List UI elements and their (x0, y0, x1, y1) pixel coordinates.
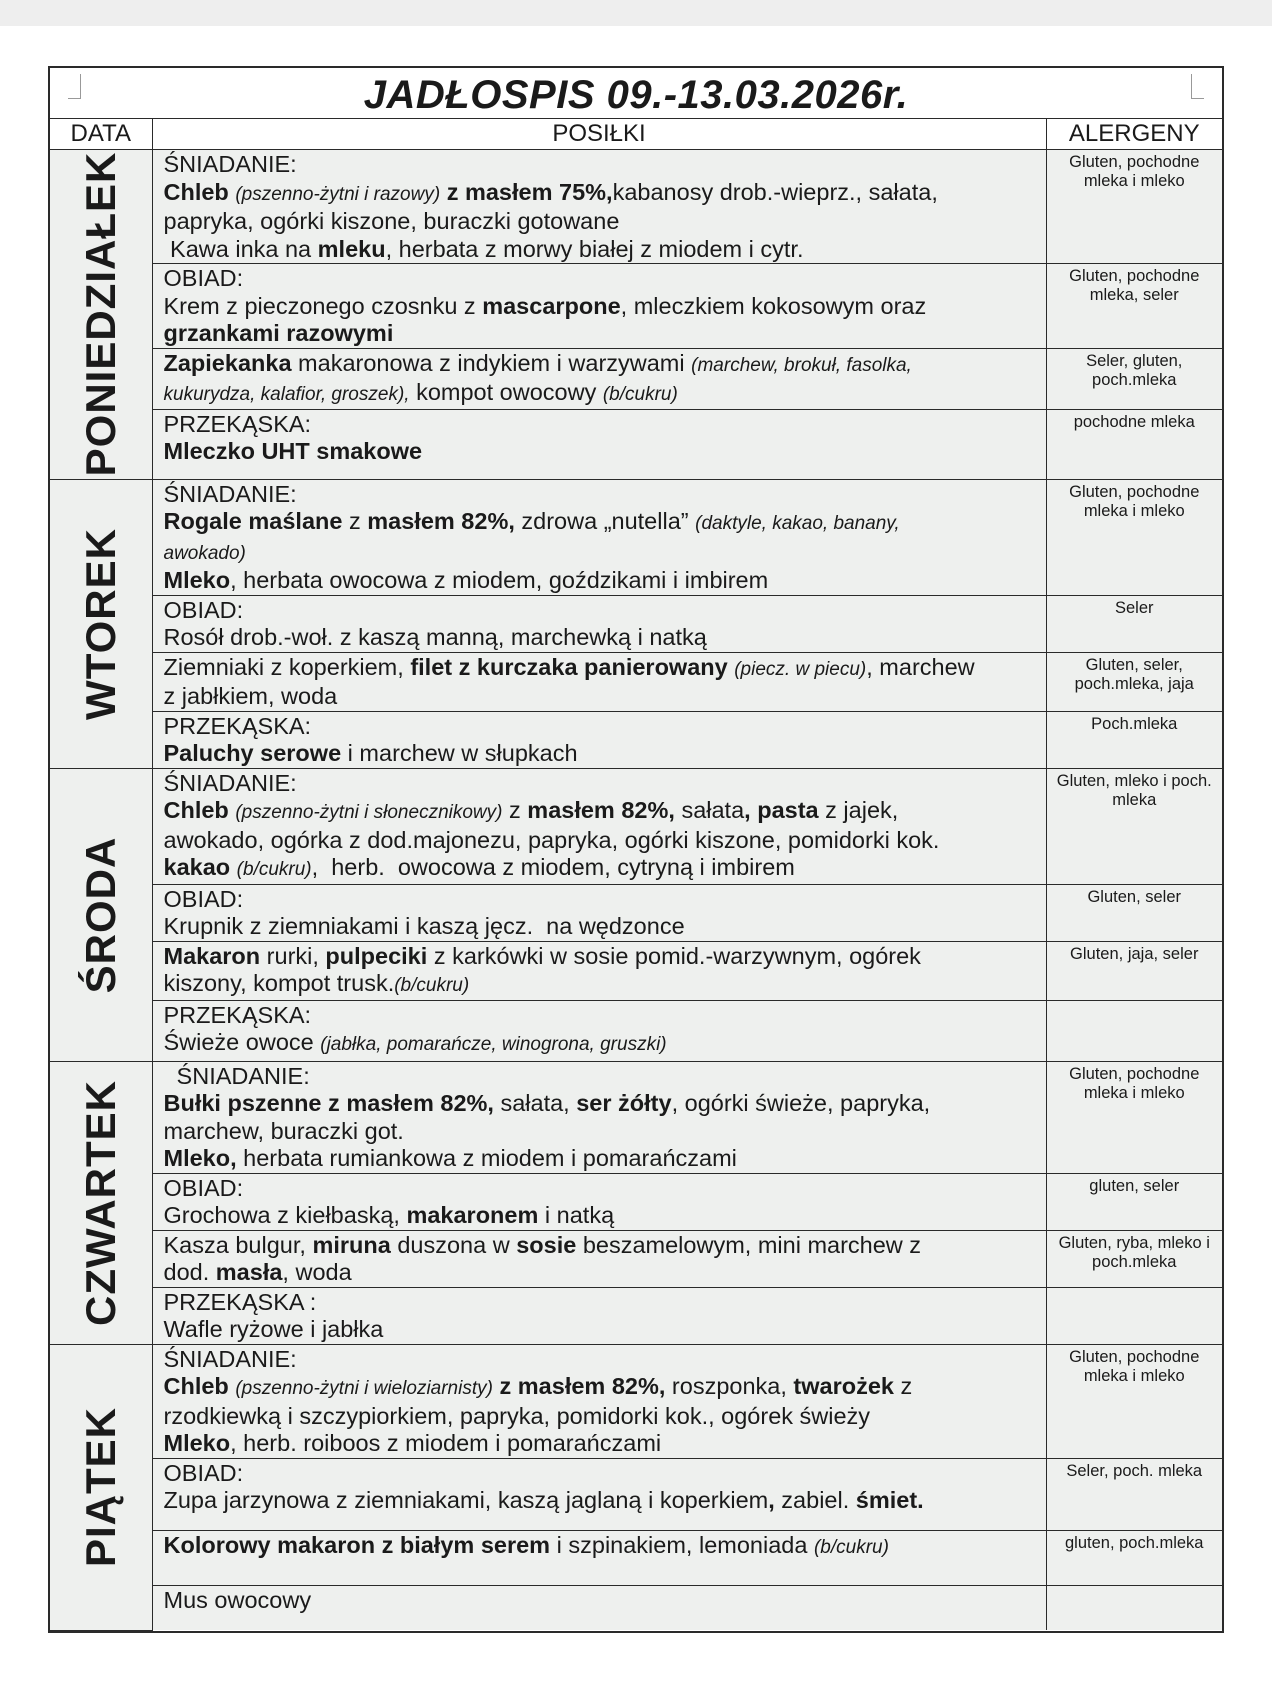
meal-text-note: (pszenno-żytni i słonecznikowy) (235, 802, 503, 823)
meal-text: roszponka, (665, 1373, 794, 1399)
meal-line (164, 320, 1036, 348)
meal-line (164, 1063, 1036, 1091)
meal-text: duszona w (390, 1231, 517, 1258)
meal-text: papryka, ogórki kiszone, buraczki gotowane (163, 208, 620, 234)
meal-cell (152, 595, 1046, 652)
meal-text-bold: pulpeciki (325, 942, 428, 969)
meal-text-note: awokado) (163, 542, 246, 564)
meal-text: Wafle ryżowe i jabłka (163, 1316, 384, 1342)
meal-text-note: (pszenno-żytni i wieloziarnisty) (235, 1378, 493, 1399)
meal-cell (152, 1530, 1046, 1585)
meal-line (164, 151, 1036, 179)
meal-line (164, 913, 1036, 941)
meal-text-bold: Chleb (163, 797, 229, 823)
meal-cell (152, 348, 1046, 409)
meal-text: OBIAD: (163, 265, 244, 291)
allergen-cell: Seler, gluten, poch.mleka (1046, 348, 1222, 409)
meal-line (164, 1029, 1036, 1059)
meal-text-note: (daktyle, kakao, banany, (695, 513, 900, 534)
allergen-cell: gluten, poch.mleka (1046, 1530, 1222, 1585)
meal-row (50, 1173, 1222, 1230)
meal-text-bold: grzankami razowymi (163, 320, 394, 346)
meal-text: beszamelowym, mini marchew z (576, 1231, 922, 1258)
meal-line (164, 179, 1036, 209)
day-label: PIĄTEK (76, 1406, 124, 1568)
meal-row (50, 348, 1222, 409)
meal-text: i marchew w słupkach (341, 740, 578, 766)
meal-line (164, 1346, 1036, 1374)
meal-text: z (342, 508, 368, 534)
meal-text: , herb. owocowa z miodem, cytryną i imbirem (311, 854, 795, 880)
meal-line (164, 508, 1036, 538)
meal-text-bold: Chleb (163, 178, 229, 205)
meal-text: makaronowa z indykiem i warzywami (291, 349, 692, 376)
meal-text-bold: Mleko (163, 1430, 231, 1456)
meal-cell (152, 1344, 1046, 1458)
menu-title (50, 68, 1222, 119)
allergen-cell: Gluten, pochodne mleka, seler (1046, 264, 1222, 349)
meal-line (164, 1118, 1036, 1146)
meal-text: OBIAD: (163, 1174, 244, 1201)
meal-row (50, 1585, 1222, 1630)
meal-line (164, 1202, 1036, 1230)
meal-text-bold: Zapiekanka (163, 349, 292, 376)
header-date: DATA (50, 119, 152, 150)
meal-line (164, 770, 1036, 798)
day-cell-czwartek (50, 1061, 152, 1344)
meal-line (164, 1002, 1036, 1030)
meal-text: rurki, (260, 942, 326, 969)
allergen-cell (1046, 1287, 1222, 1344)
meal-line (164, 654, 1036, 684)
meal-row (50, 1287, 1222, 1344)
meal-line (164, 411, 1036, 439)
meal-text: kiszony, kompot trusk. (163, 970, 395, 996)
meal-text-note: (piecz. w piecu) (734, 658, 867, 680)
meal-text-bold: śmiet. (855, 1487, 924, 1513)
meal-text: kabanosy drob.-wieprz., sałata, (612, 178, 938, 205)
meal-text: z karkówki w sosie pomid.-warzywnym, ogórek (427, 942, 921, 969)
menu-table (50, 119, 1222, 1631)
corner-mark-right (1191, 74, 1204, 99)
meal-text-bold: Mleczko UHT smakowe (163, 438, 423, 464)
meal-text: marchew, buraczki got. (163, 1117, 404, 1144)
allergen-cell: gluten, seler (1046, 1173, 1222, 1230)
meal-text-bold: makaronem (406, 1202, 539, 1228)
meal-text: kompot owocowy (409, 379, 603, 405)
meal-text: PRZEKĄSKA : (163, 1288, 317, 1315)
meal-text: OBIAD: (163, 1459, 244, 1486)
meal-line (164, 1587, 1036, 1615)
meal-text-bold: , pasta (744, 797, 819, 823)
meal-text: sałata (674, 797, 745, 823)
top-bar (0, 0, 1272, 26)
meal-cell (152, 1061, 1046, 1173)
header-row (50, 119, 1222, 150)
meal-row (50, 1061, 1222, 1173)
meal-text-note: (b/cukru) (602, 384, 678, 405)
meal-line (164, 827, 1036, 855)
meal-line (164, 886, 1036, 914)
meal-row (50, 711, 1222, 768)
meal-text-bold: Kolorowy makaron z białym serem (163, 1531, 551, 1558)
meal-text: , herb. roiboos z miodem i pomarańczami (230, 1430, 662, 1456)
day-cell-poniedzialek (50, 150, 152, 480)
meal-text-bold: Rogale maślane (163, 508, 343, 534)
meal-text: Ziemniaki z koperkiem, (163, 653, 411, 680)
meal-cell (152, 409, 1046, 479)
header-allergens: ALERGENY (1046, 119, 1222, 150)
meal-line (164, 1175, 1036, 1203)
meal-text: , herbata z morwy białej z miodem i cytr. (385, 235, 804, 262)
meal-line (164, 293, 1036, 321)
meal-row (50, 1000, 1222, 1061)
meal-text: Zupa jarzynowa z ziemniakami, kaszą jaglaną i koperkiem (163, 1487, 769, 1513)
meal-line (164, 854, 1036, 884)
meal-line (164, 1232, 1036, 1260)
meal-row (50, 264, 1222, 349)
meal-text: PRZEKĄSKA: (163, 410, 312, 437)
meal-text: z jajek, (818, 797, 899, 823)
meal-text-bold: twarożek (793, 1373, 894, 1399)
meal-text: zdrowa „nutella” (514, 508, 696, 534)
meal-text: z (894, 1373, 913, 1399)
meal-text: OBIAD: (163, 596, 244, 623)
meal-text-bold: mascarpone (482, 292, 621, 319)
meal-text: Grochowa z kiełbaską, (163, 1202, 407, 1228)
allergen-cell: Gluten, pochodne mleka i mleko (1046, 1061, 1222, 1173)
meal-line (164, 1289, 1036, 1317)
meal-line (164, 208, 1036, 236)
meal-text: Mus owocowy (163, 1586, 312, 1613)
meal-line (164, 1145, 1036, 1173)
meal-text: i szpinakiem, lemoniada (550, 1531, 814, 1558)
meal-line (164, 1403, 1036, 1431)
meal-line (164, 1316, 1036, 1344)
meal-line (164, 1090, 1036, 1118)
meal-text: , mleczkiem kokosowym oraz (620, 292, 927, 319)
meal-text: Rosół drob.-woł. z kaszą manną, marchewką i natką (163, 624, 707, 650)
meal-text-bold: ser żółty (576, 1090, 672, 1116)
meal-text-bold: masła (215, 1259, 283, 1285)
meal-row (50, 409, 1222, 479)
meal-line (164, 236, 1036, 264)
meal-line (164, 1373, 1036, 1403)
meal-text: ŚNIADANIE: (163, 769, 297, 796)
meal-line (164, 1259, 1036, 1287)
allergen-cell: Seler (1046, 595, 1222, 652)
meal-text: herbata rumiankowa z miodem i pomarańczami (236, 1145, 737, 1171)
allergen-cell (1046, 1000, 1222, 1061)
meal-text-bold: Chleb (163, 1373, 229, 1399)
meal-line (164, 713, 1036, 741)
meal-line (164, 567, 1036, 595)
meal-text-bold: , (768, 1487, 775, 1513)
meal-text-bold: z masłem 82%, (499, 1373, 666, 1399)
allergen-cell: Gluten, seler, poch.mleka, jaja (1046, 652, 1222, 711)
meal-text-bold: kakao (163, 854, 231, 880)
meal-text: PRZEKĄSKA: (163, 1001, 312, 1028)
meal-text: awokado, ogórka z dod.majonezu, papryka, ogórki kiszone, pomidorki kok. (163, 826, 940, 853)
meal-text-note: (b/cukru) (236, 859, 312, 880)
meal-text: ŚNIADANIE: (163, 151, 297, 177)
meal-row (50, 1230, 1222, 1287)
meal-row (50, 941, 1222, 1000)
meal-line (164, 683, 1036, 711)
day-label: PONIEDZIAŁEK (76, 151, 124, 477)
meal-cell (152, 768, 1046, 884)
meal-text: , herbata owocowa z miodem, goździkami i imbirem (230, 567, 769, 593)
menu-title-text: JADŁOSPIS 09.-13.03.2026r. (363, 73, 909, 117)
meal-cell (152, 479, 1046, 595)
meal-cell (152, 1458, 1046, 1530)
meal-line (164, 1460, 1036, 1488)
meal-text-bold: Paluchy serowe (163, 740, 342, 766)
meal-row (50, 595, 1222, 652)
meal-row (50, 884, 1222, 941)
meal-text: zabiel. (774, 1487, 856, 1513)
meal-cell (152, 652, 1046, 711)
meal-cell (152, 1585, 1046, 1630)
meal-line (164, 350, 1036, 380)
meal-text-bold: z masłem 75%, (446, 178, 613, 205)
meal-row (50, 1458, 1222, 1530)
meal-text: PRZEKĄSKA: (163, 712, 312, 739)
allergen-cell: Gluten, jaja, seler (1046, 941, 1222, 1000)
meal-line (164, 538, 1036, 568)
meal-row (50, 150, 1222, 264)
meal-cell (152, 1287, 1046, 1344)
meal-text-bold: miruna (312, 1231, 391, 1258)
meal-line (164, 797, 1036, 827)
meal-text: ŚNIADANIE: (163, 480, 297, 507)
meal-text: Kawa inka na (163, 235, 318, 262)
meal-text: z jabłkiem, woda (163, 683, 338, 709)
allergen-cell: Gluten, mleko i poch. mleka (1046, 768, 1222, 884)
meal-row (50, 1344, 1222, 1458)
meal-text: OBIAD: (163, 885, 244, 912)
meal-text-bold: masłem 82%, (527, 797, 675, 823)
meal-text: Kasza bulgur, (163, 1231, 313, 1258)
meal-cell (152, 264, 1046, 349)
meal-text-bold: sosie (516, 1231, 577, 1258)
meal-line (164, 1430, 1036, 1458)
meal-text-bold: masłem 82%, (367, 508, 515, 534)
menu-sheet (48, 66, 1224, 1633)
corner-mark-left (68, 74, 81, 99)
meal-line (164, 740, 1036, 768)
meal-text: , woda (282, 1259, 352, 1285)
meal-text-bold: mleku (317, 235, 386, 262)
meal-row (50, 479, 1222, 595)
meal-text: Świeże owoce (163, 1029, 321, 1055)
day-label: ŚRODA (76, 836, 124, 993)
meal-cell (152, 884, 1046, 941)
day-cell-piatek (50, 1344, 152, 1630)
meal-row (50, 1530, 1222, 1585)
meal-line (164, 943, 1036, 971)
meal-text: ŚNIADANIE: (163, 1062, 310, 1089)
meal-cell (152, 941, 1046, 1000)
meal-line (164, 379, 1036, 409)
meal-line (164, 1487, 1036, 1515)
day-label: CZWARTEK (76, 1079, 124, 1326)
meal-text-note: (b/cukru) (813, 1536, 889, 1558)
meal-line (164, 438, 1036, 466)
meal-text: z (502, 797, 528, 823)
meal-text-note: (pszenno-żytni i razowy) (235, 183, 441, 205)
day-cell-wtorek (50, 479, 152, 768)
meal-text: Krupnik z ziemniakami i kaszą jęcz. na wędzonce (163, 913, 685, 939)
meal-text-bold: Makaron (163, 942, 261, 969)
allergen-cell: Gluten, pochodne mleka i mleko (1046, 150, 1222, 264)
meal-text-bold: filet z kurczaka panierowany (410, 653, 728, 680)
day-label: WTOREK (76, 527, 124, 720)
allergen-cell (1046, 1585, 1222, 1630)
meal-text-note: (jabłka, pomarańcze, winogrona, gruszki) (320, 1034, 667, 1055)
allergen-cell: Seler, poch. mleka (1046, 1458, 1222, 1530)
meal-text: , marchew (866, 653, 975, 680)
meal-text: dod. (163, 1259, 216, 1285)
allergen-cell: Gluten, pochodne mleka i mleko (1046, 479, 1222, 595)
meal-cell (152, 1230, 1046, 1287)
allergen-cell: Gluten, pochodne mleka i mleko (1046, 1344, 1222, 1458)
meal-text-bold: Mleko, (163, 1145, 237, 1171)
meal-line (164, 1532, 1036, 1562)
meal-text-bold: Bułki pszenne z masłem 82%, (163, 1090, 494, 1116)
meal-line (164, 597, 1036, 625)
meal-cell (152, 1000, 1046, 1061)
header-meals: POSIŁKI (152, 119, 1046, 150)
meal-text-bold: Mleko (163, 567, 231, 593)
meal-line (164, 624, 1036, 652)
meal-text: i natką (538, 1202, 615, 1228)
meal-cell (152, 711, 1046, 768)
allergen-cell: pochodne mleka (1046, 409, 1222, 479)
meal-cell (152, 150, 1046, 264)
day-cell-sroda (50, 768, 152, 1061)
meal-text-note: (marchew, brokuł, fasolka, (691, 354, 912, 376)
meal-text-note: kukurydza, kalafior, groszek), (163, 384, 410, 405)
meal-text: , ogórki świeże, papryka, (671, 1090, 931, 1116)
allergen-cell: Gluten, seler (1046, 884, 1222, 941)
allergen-cell: Poch.mleka (1046, 711, 1222, 768)
meal-text: Krem z pieczonego czosnku z (163, 292, 483, 319)
meal-text: rzodkiewką i szczypiorkiem, papryka, pomidorki kok., ogórek świeży (163, 1402, 871, 1429)
meal-text: sałata, (493, 1090, 577, 1116)
meal-row (50, 652, 1222, 711)
meal-cell (152, 1173, 1046, 1230)
meal-text-note: (b/cukru) (394, 975, 470, 996)
meal-row (50, 768, 1222, 884)
meal-line (164, 265, 1036, 293)
allergen-cell: Gluten, ryba, mleko i poch.mleka (1046, 1230, 1222, 1287)
meal-text: ŚNIADANIE: (163, 1345, 297, 1372)
meal-line (164, 970, 1036, 1000)
meal-line (164, 481, 1036, 509)
